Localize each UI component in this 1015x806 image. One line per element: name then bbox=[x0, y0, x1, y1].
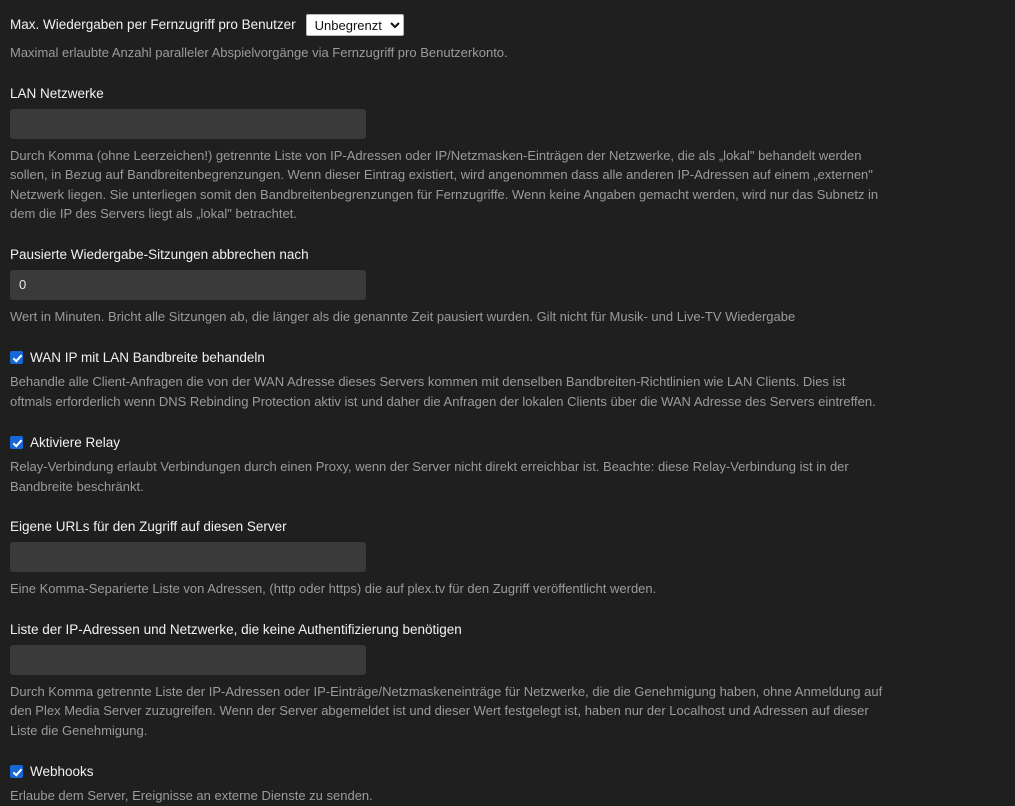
wan-ip-lan-bandwidth-row[interactable] bbox=[10, 350, 1005, 365]
setting-no-auth-networks bbox=[10, 621, 1005, 741]
setting-lan-networks bbox=[10, 85, 1005, 224]
setting-enable-relay bbox=[10, 435, 1005, 496]
webhooks-help: Erlaube dem Server, Ereignisse an externe Dienste zu senden. bbox=[10, 788, 373, 803]
custom-urls-label: Eigene URLs für den Zugriff auf diesen Server bbox=[10, 519, 287, 534]
setting-max-remote-streams bbox=[10, 14, 1005, 63]
label-row bbox=[10, 246, 1005, 264]
enable-relay-row[interactable] bbox=[10, 435, 1005, 450]
label-row bbox=[10, 621, 1005, 639]
no-auth-networks-help: Durch Komma getrennte Liste der IP-Adressen oder IP-Einträge/Netzmaskeneinträge für Netzwerke, die die Genehmigung haben, ohne Anmeldung auf den Plex Media Server zuzugreifen. Wenn der Server abgemeldet ist und dieser Wert festgelegt ist, haben nur der Localhost und Adressen auf dieser Liste die Genehmigung. bbox=[10, 683, 883, 738]
enable-relay-label: Aktiviere Relay bbox=[30, 435, 121, 450]
enable-relay-help: Relay-Verbindung erlaubt Verbindungen durch einen Proxy, wenn der Server nicht direkt erreichbar ist. Beachte: diese Relay-Verbindung ist in der Bandbreite beschränkt. bbox=[10, 459, 849, 494]
max-remote-streams-select[interactable] bbox=[306, 14, 404, 36]
setting-terminate-paused-sessions bbox=[10, 246, 1005, 327]
lan-networks-help: Durch Komma (ohne Leerzeichen!) getrennte Liste von IP-Adressen oder IP/Netzmasken-Einträgen der Netzwerke, die als „lokal" behandelt werden sollen, in Bezug auf Bandbreitenbegrenzungen. Wenn dieser Eintrag existiert, wird angenommen dass alle anderen IP-Adressen auf einem „externen" Netzwerk liegen. Sie unterliegen somit den Bandbreitenbegrenzungen für Fernzugriffe. Wenn keine Angaben gemacht werden, wird nur das Subnetz in dem die IP des Servers liegt als „lokal" betrachtet. bbox=[10, 147, 879, 221]
setting-wan-ip-lan-bandwidth bbox=[10, 350, 1005, 411]
max-remote-streams-label: Max. Wiedergaben per Fernzugriff pro Benutzer bbox=[10, 17, 296, 32]
max-remote-streams-help: Maximal erlaubte Anzahl paralleler Abspielvorgänge via Fernzugriff pro Benutzerkonto. bbox=[10, 45, 508, 60]
webhooks-checkbox[interactable] bbox=[10, 765, 23, 778]
terminate-paused-sessions-input[interactable] bbox=[10, 270, 366, 300]
custom-urls-input[interactable] bbox=[10, 542, 366, 572]
webhooks-label: Webhooks bbox=[30, 764, 94, 779]
no-auth-networks-label: Liste der IP-Adressen und Netzwerke, die keine Authentifizierung benötigen bbox=[10, 621, 462, 637]
terminate-paused-sessions-label: Pausierte Wiedergabe-Sitzungen abbrechen nach bbox=[10, 246, 309, 262]
no-auth-networks-input[interactable] bbox=[10, 645, 366, 675]
lan-networks-input[interactable] bbox=[10, 109, 366, 139]
enable-relay-checkbox[interactable] bbox=[10, 436, 23, 449]
terminate-paused-sessions-help: Wert in Minuten. Bricht alle Sitzungen ab, die länger als die genannte Zeit pausiert wurden. Gilt nicht für Musik- und Live-TV Wiedergabe bbox=[10, 308, 796, 324]
webhooks-row[interactable] bbox=[10, 764, 1005, 779]
wan-ip-lan-bandwidth-help: Behandle alle Client-Anfragen die von der WAN Adresse dieses Servers kommen mit denselben Bandbreiten-Richtlinien wie LAN Clients. Dies ist oftmals erforderlich wenn DNS Rebinding Protection aktiv ist und daher die Anfragen der lokalen Clients über die WAN Adresse des Servers eintreffen. bbox=[10, 374, 876, 409]
custom-urls-help: Eine Komma-Separierte Liste von Adressen, (http oder https) die auf plex.tv für den Zugriff veröffentlicht werden. bbox=[10, 581, 657, 596]
wan-ip-lan-bandwidth-checkbox[interactable] bbox=[10, 351, 23, 364]
label-row bbox=[10, 518, 1005, 536]
setting-webhooks bbox=[10, 764, 1005, 806]
label-row bbox=[10, 14, 1005, 36]
lan-networks-label: LAN Netzwerke bbox=[10, 85, 104, 101]
label-row bbox=[10, 85, 1005, 103]
setting-custom-urls bbox=[10, 518, 1005, 599]
wan-ip-lan-bandwidth-label: WAN IP mit LAN Bandbreite behandeln bbox=[30, 350, 265, 365]
